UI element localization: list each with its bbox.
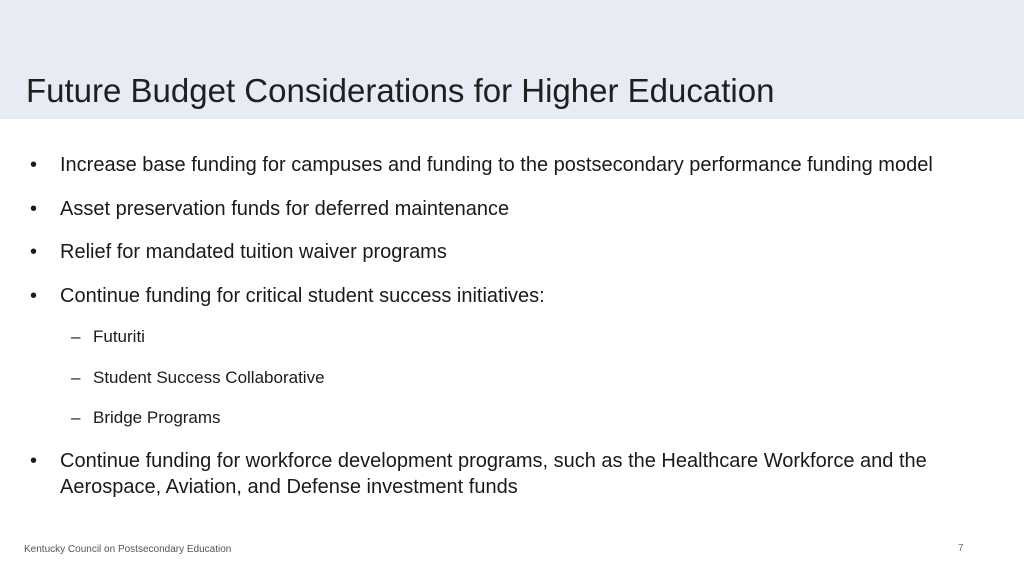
bullet-dot-icon: • [30,198,38,220]
sub-bullet-dash-icon: – [71,368,81,387]
page-number: 7 [958,543,964,554]
bullet-dot-icon: • [30,154,38,176]
slide-title: Future Budget Considerations for Higher Education [26,72,775,109]
sub-bullet-text: Futuriti [93,327,145,346]
footer-organization: Kentucky Council on Postsecondary Education [24,544,232,555]
bullet-text: Increase base funding for campuses and funding to the postsecondary performance funding model [60,154,933,176]
bullet-text: Continue funding for workforce development programs, such as the Healthcare Workforce and the Aerospace, Aviation, and Defense investment funds [60,450,927,498]
bullet-text: Continue funding for critical student success initiatives: [60,285,545,307]
sub-bullet-text: Student Success Collaborative [93,368,325,387]
bullet-dot-icon: • [30,285,38,307]
bullet-text: Relief for mandated tuition waiver programs [60,241,447,263]
sub-bullet-dash-icon: – [71,408,81,427]
bullet-dot-icon: • [30,450,38,472]
bullet-text: Asset preservation funds for deferred maintenance [60,198,510,220]
bullet-dot-icon: • [30,241,38,263]
sub-bullet-dash-icon: – [71,327,81,346]
sub-bullet-text: Bridge Programs [93,408,221,427]
